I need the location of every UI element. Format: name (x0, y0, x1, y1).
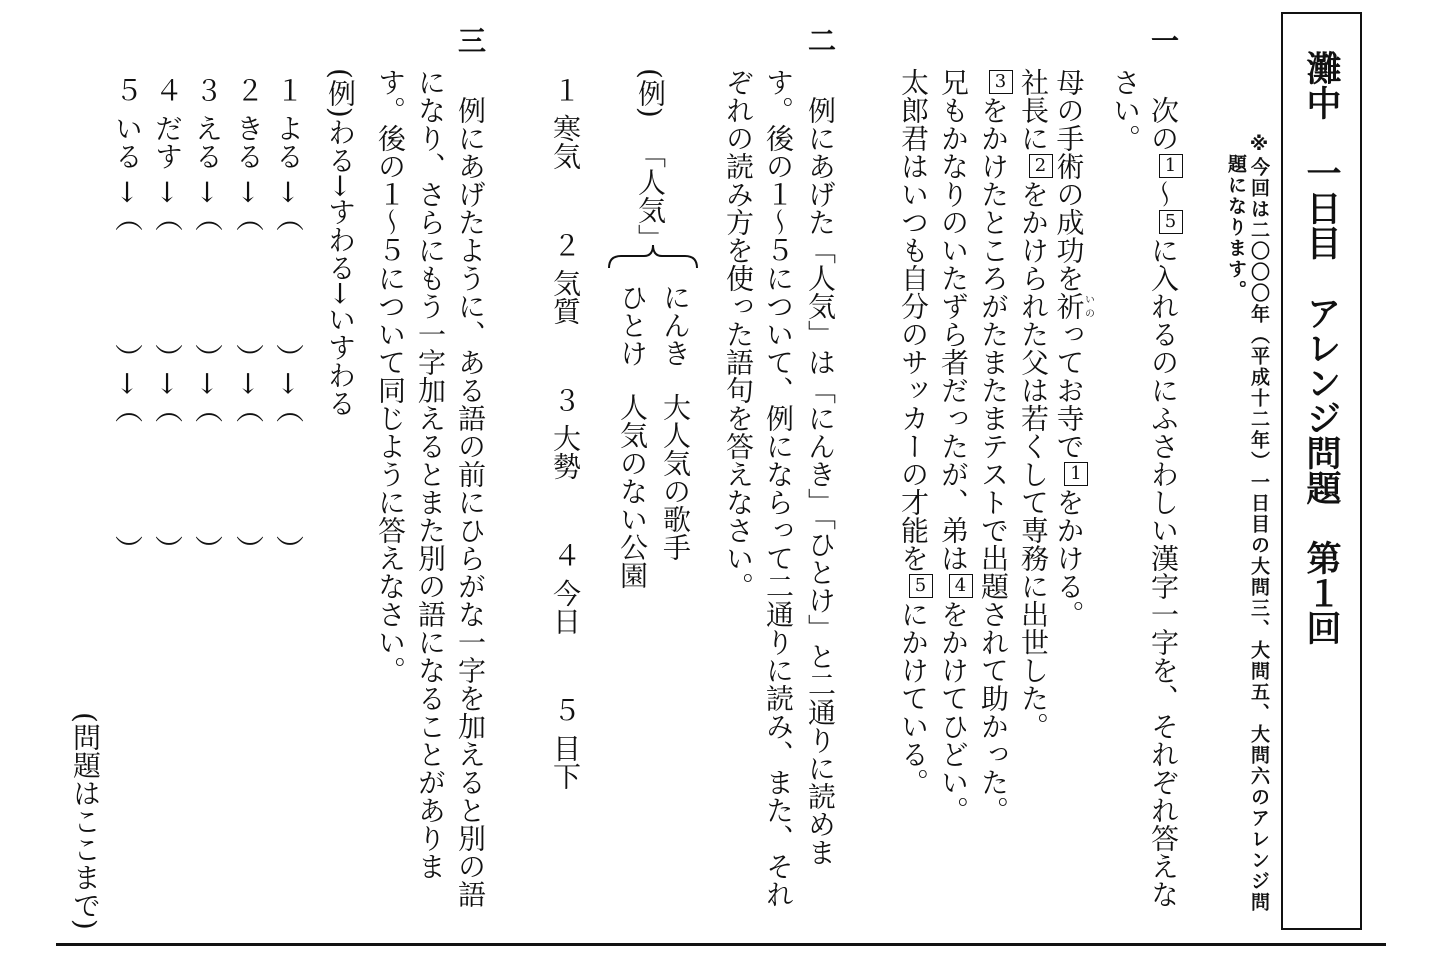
sentence-text: 社長に (1017, 68, 1050, 152)
q2-heading: 二 (804, 26, 837, 54)
item-word: きる (232, 114, 265, 170)
arrow-icon: → (151, 180, 184, 204)
q3-instruction-line-2: になり、さらにもう一字加えるとまた別の語になることがありま (414, 68, 447, 880)
arrow-icon: → (151, 371, 184, 395)
answer-blank: （ ） (191, 203, 224, 372)
answer-blank: （ ） (111, 394, 144, 563)
note-line-2: 題になります。 (1225, 154, 1247, 301)
q1-instruction-text: に入れるのにふさわしい漢字一字を、それぞれ答えな (1147, 236, 1180, 908)
answer-blank: （ ） (151, 394, 184, 563)
item-word: 今日 (549, 579, 582, 635)
item-word: いる (111, 114, 144, 170)
arrow-icon: → (191, 180, 224, 204)
range-tilde: ～ (1147, 180, 1180, 208)
q1-instruction-text: 次の (1147, 96, 1180, 152)
answer-blank: （ ） (232, 203, 265, 372)
arrow-icon: → (272, 180, 305, 204)
q3-item (107, 76, 147, 563)
q2-example-label: (例) (634, 68, 667, 118)
answer-box-3: 3 (989, 70, 1013, 94)
q3-item (228, 76, 268, 563)
item-word: 目下 (549, 734, 582, 790)
q2-item (545, 231, 585, 325)
q3-example-text: わる→すわる→いすわる (324, 117, 357, 417)
q1-instruction-line-1 (1143, 96, 1183, 908)
q2-example-phrase-1: 大人気の歌手 (659, 393, 692, 561)
answer-blank: （ ） (151, 203, 184, 372)
sentence-text: ってお寺で (1052, 320, 1086, 460)
q2-item (545, 696, 585, 790)
item-number: ２ (232, 76, 265, 104)
q2-example-reading-2: ひとけ (616, 283, 649, 367)
item-number: ２ (549, 231, 582, 259)
item-word: える (191, 114, 224, 170)
answer-box-4: 4 (949, 574, 973, 598)
q2-item (545, 386, 585, 480)
item-number: ５ (549, 696, 582, 724)
q3-example (320, 68, 360, 417)
q2-instruction-line-3: ぞれの読み方を使った語句を答えなさい。 (722, 68, 755, 600)
brace-icon (606, 241, 700, 271)
q1-sentence-5 (893, 68, 933, 796)
q3-example-label: (例) (324, 68, 357, 118)
q3-heading: 三 (454, 26, 487, 54)
arrow-icon: → (272, 371, 305, 395)
item-number: ４ (549, 541, 582, 569)
q3-item (187, 76, 227, 563)
q3-item (268, 76, 308, 563)
item-word: 気質 (549, 269, 582, 325)
item-word: 大勢 (549, 424, 582, 480)
item-number: ３ (549, 386, 582, 414)
item-number: １ (272, 76, 305, 104)
q1-heading: 一 (1147, 26, 1180, 54)
item-number: ５ (111, 76, 144, 104)
item-number: ３ (191, 76, 224, 104)
furigana-word (1052, 292, 1094, 320)
q1-sentence-4 (933, 68, 973, 824)
item-number: １ (549, 76, 582, 104)
q2-item (545, 76, 585, 170)
q2-example-reading-1: にんき (659, 283, 692, 367)
answer-box-2: 2 (1029, 154, 1053, 178)
ruby-reading: いの (1082, 292, 1094, 320)
sentence-text: 兄もかなりのいたずら者だったが、弟は (937, 68, 970, 572)
arrow-icon: → (232, 371, 265, 395)
q1-sentence-2 (1013, 68, 1053, 740)
sentence-text: をかけてひどい。 (937, 600, 970, 824)
answer-box-1: 1 (1064, 462, 1088, 486)
item-word: よる (272, 114, 305, 170)
q1-instruction-line-2: さい。 (1109, 68, 1142, 152)
arrow-icon: → (191, 371, 224, 395)
q2-example-phrase-2: 人気のない公園 (616, 393, 649, 589)
q3-instruction-line-1: 例にあげたように、ある語の前にひらがな一字を加えると別の語 (454, 96, 487, 908)
answer-box-marker: 5 (1159, 210, 1183, 234)
answer-blank: （ ） (111, 203, 144, 372)
page-title: 灘中 一日目 アレンジ問題 第１回 (1301, 50, 1341, 645)
end-of-questions-note: (問題はここまで) (69, 712, 102, 930)
arrow-icon: → (232, 180, 265, 204)
q2-instruction-line-1: 例にあげた「人気」は「にんき」「ひとけ」と二通りに読めま (804, 96, 837, 866)
q3-instruction-line-3: す。後の１～５について同じように答えなさい。 (374, 68, 407, 684)
arrow-icon: → (111, 180, 144, 204)
ruby-base: 祈 (1052, 292, 1086, 320)
q2-instruction-line-2: す。後の１～５について、例にならって二通りに読み、また、それ (762, 68, 795, 908)
answer-blank: （ ） (232, 394, 265, 563)
sentence-text: 太郎君はいつも自分のサッカーの才能を (897, 68, 930, 572)
answer-blank: （ ） (272, 203, 305, 372)
answer-blank: （ ） (191, 394, 224, 563)
answer-box-5: 5 (909, 574, 933, 598)
q2-example-word: 「人気」 (634, 140, 667, 252)
sentence-text: 母の手術の成功を (1052, 68, 1086, 292)
q3-item (147, 76, 187, 563)
bottom-rule (56, 943, 1386, 946)
sentence-text: をかけたところがたまたまテストで出題されて助かった。 (977, 96, 1010, 824)
note-line-1: ※今回は二〇〇〇年（平成十二年）一日目の大問三、大問五、大問六のアレンジ問 (1248, 133, 1270, 913)
arrow-icon: → (111, 371, 144, 395)
answer-box-marker: 1 (1159, 154, 1183, 178)
q1-sentence-1 (1053, 68, 1093, 628)
item-word: だす (151, 114, 184, 170)
sentence-text: をかけられた父は若くして専務に出世した。 (1017, 180, 1050, 740)
answer-blank: （ ） (272, 394, 305, 563)
sentence-text: にかけている。 (897, 600, 930, 796)
item-number: ４ (151, 76, 184, 104)
q1-sentence-3 (973, 68, 1013, 824)
sentence-text: をかける。 (1052, 488, 1086, 628)
q2-item (545, 541, 585, 635)
item-word: 寒気 (549, 114, 582, 170)
